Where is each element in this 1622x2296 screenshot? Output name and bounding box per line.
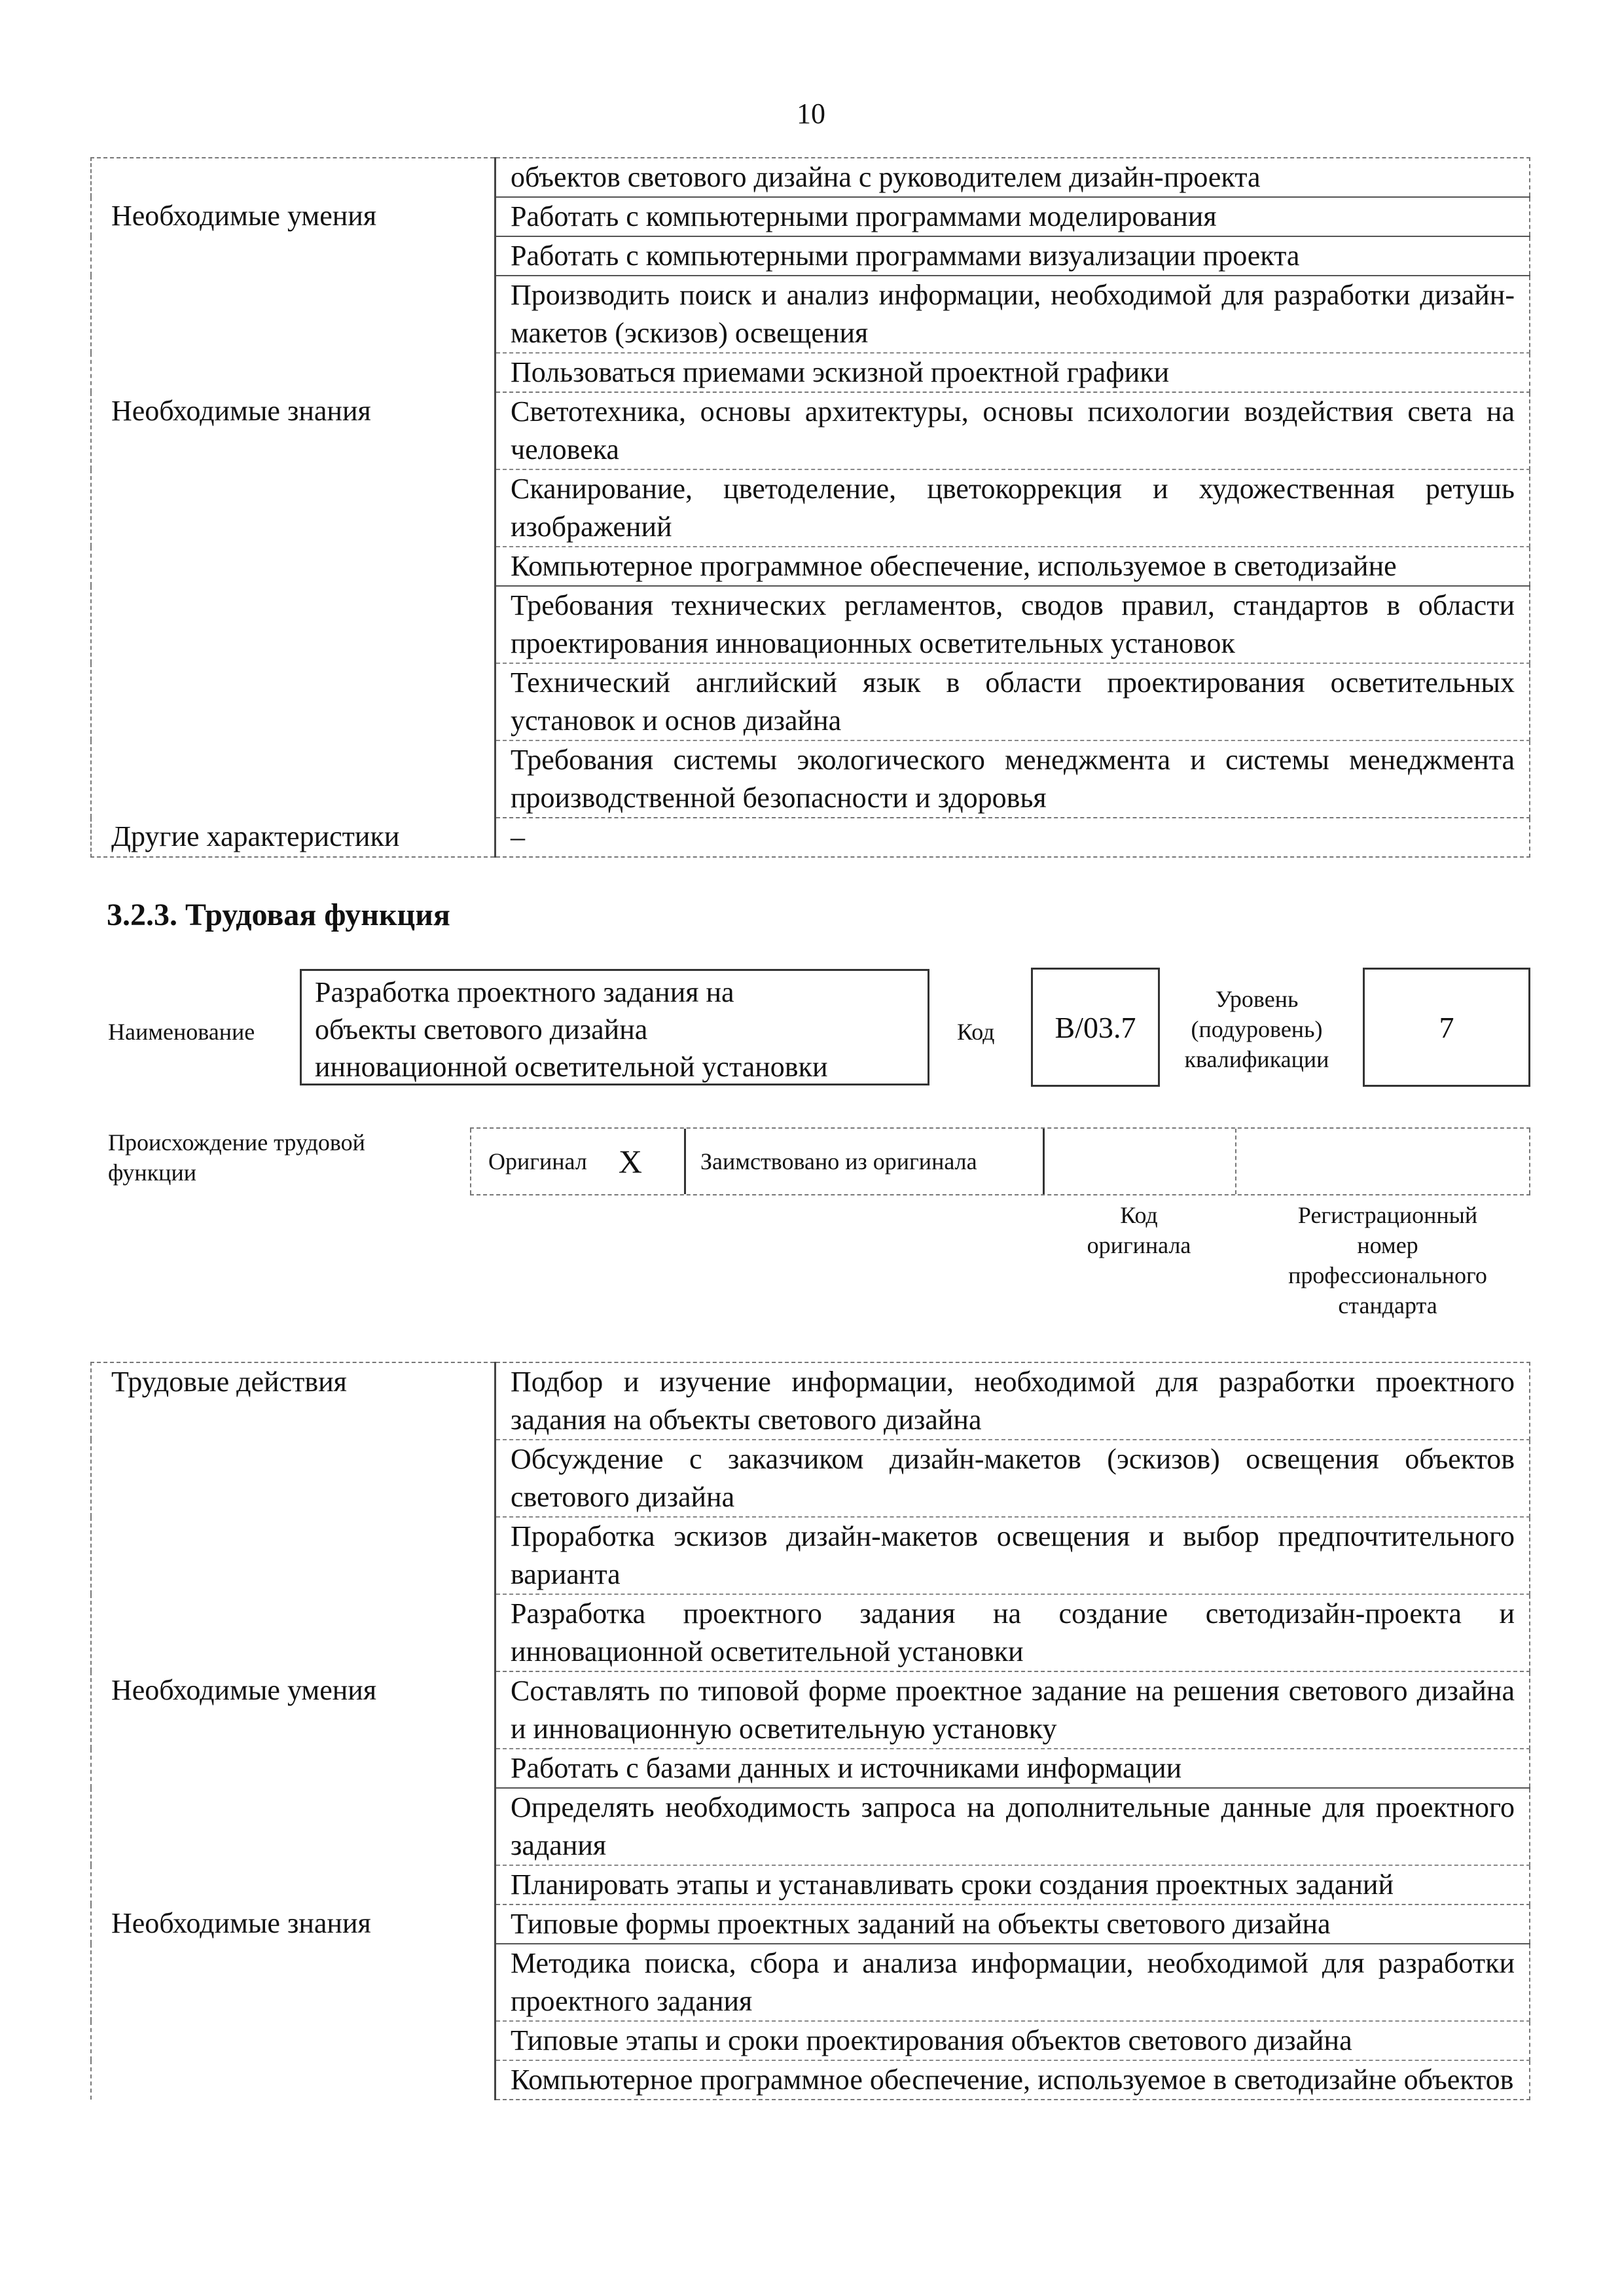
table-cell: Сканирование, цветоделение, цветокоррекция и художественная ретушь изображений [496, 469, 1530, 547]
table-cell: – [496, 818, 1530, 857]
table-cell: Светотехника, основы архитектуры, основы психологии воздействия света на человека [496, 392, 1530, 469]
caption-line: Регистрационный [1297, 1202, 1478, 1228]
table-cell: Производить поиск и анализ информации, необходимой для разработки дизайн-макетов (эскизов) освещения [496, 276, 1530, 353]
origin-label [108, 1127, 365, 1188]
table-cell: Проработка эскизов дизайн-макетов освещения и выбор предпочтительного варианта [496, 1517, 1530, 1594]
row-label-knowledge: Необходимые знания [91, 392, 496, 818]
caption-line: номер [1357, 1232, 1418, 1258]
row-label-actions: Трудовые действия [91, 1362, 496, 1671]
origin-label-line: функции [108, 1159, 196, 1186]
table-cell: объектов светового дизайна с руководителем дизайн-проекта [496, 158, 1530, 197]
row-label-knowledge: Необходимые знания [91, 1904, 496, 2100]
row-label-skills: Необходимые умения [91, 197, 496, 392]
table-cell: Определять необходимость запроса на дополнительные данные для проектного задания [496, 1788, 1530, 1865]
origin-label-line: Происхождение трудовой [108, 1129, 365, 1156]
borrowed-label: Заимствовано из оригинала [700, 1148, 977, 1175]
level-label-line: квалификации [1184, 1046, 1329, 1072]
table-cell: Требования технических регламентов, сводов правил, стандартов в области проектирования инновационных осветительных установок [496, 586, 1530, 663]
caption-line: стандарта [1338, 1292, 1437, 1319]
origin-code-cell [1043, 1129, 1235, 1194]
table-cell: Компьютерное программное обеспечение, используемое в светодизайне объектов [496, 2060, 1530, 2100]
row-label-other: Другие характеристики [91, 818, 496, 857]
section-heading: 3.2.3. Трудовая функция [107, 898, 450, 932]
table-cell: Обсуждение с заказчиком дизайн-макетов (эскизов) освещения объектов светового дизайна [496, 1440, 1530, 1517]
caption-line: Код [1120, 1202, 1158, 1228]
origin-row [470, 1127, 1530, 1195]
table-cell: Методика поиска, сбора и анализа информации, необходимой для разработки проектного задания [496, 1944, 1530, 2021]
table-cell: Планировать этапы и устанавливать сроки создания проектных заданий [496, 1865, 1530, 1904]
original-mark: X [618, 1143, 642, 1180]
code-value: B/03.7 [1031, 968, 1160, 1087]
origin-original-cell [470, 1129, 684, 1194]
registration-number-caption [1247, 1200, 1528, 1321]
function-name-line: объекты светового дизайна [315, 1013, 648, 1046]
name-label: Наименование [108, 1019, 255, 1045]
level-label [1168, 984, 1345, 1074]
table-cell: Типовые формы проектных заданий на объекты светового дизайна [496, 1904, 1530, 1944]
table-cell: Составлять по типовой форме проектное задание на решения светового дизайна и инновационную осветительную установку [496, 1671, 1530, 1749]
caption-line: оригинала [1087, 1232, 1191, 1258]
level-value: 7 [1363, 968, 1530, 1087]
level-label-line: Уровень [1215, 986, 1299, 1012]
row-label [91, 158, 496, 197]
function-name-line: Разработка проектного задания на [315, 976, 734, 1008]
function-details-table [90, 1362, 1530, 2100]
caption-line: профессионального [1288, 1262, 1487, 1288]
table-cell: Подбор и изучение информации, необходимой для разработки проектного задания на объекты светового дизайна [496, 1362, 1530, 1440]
table-cell: Требования системы экологического менеджмента и системы менеджмента производственной безопасности и здоровья [496, 740, 1530, 818]
original-code-caption [1047, 1200, 1231, 1260]
function-name-line: инновационной осветительной установки [315, 1051, 828, 1083]
table-cell: Работать с компьютерными программами визуализации проекта [496, 236, 1530, 276]
code-label: Код [957, 1019, 995, 1045]
table-cell: Разработка проектного задания на создание светодизайн-проекта и инновационной осветительной установки [496, 1594, 1530, 1671]
table-cell: Работать с компьютерными программами моделирования [496, 197, 1530, 236]
level-label-line: (подуровень) [1191, 1016, 1323, 1042]
origin-reg-cell [1235, 1129, 1530, 1194]
row-label-skills: Необходимые умения [91, 1671, 496, 1904]
page-number: 10 [797, 98, 825, 130]
table-cell: Пользоваться приемами эскизной проектной графики [496, 353, 1530, 392]
table-cell: Компьютерное программное обеспечение, используемое в светодизайне [496, 547, 1530, 586]
table-cell: Технический английский язык в области проектирования осветительных установок и основ дизайна [496, 663, 1530, 740]
continued-function-table [90, 157, 1530, 858]
table-cell: Типовые этапы и сроки проектирования объектов светового дизайна [496, 2021, 1530, 2060]
function-name-box [300, 969, 929, 1085]
original-label: Оригинал [488, 1148, 587, 1175]
origin-borrowed-cell [684, 1129, 1043, 1194]
table-cell: Работать с базами данных и источниками информации [496, 1749, 1530, 1788]
